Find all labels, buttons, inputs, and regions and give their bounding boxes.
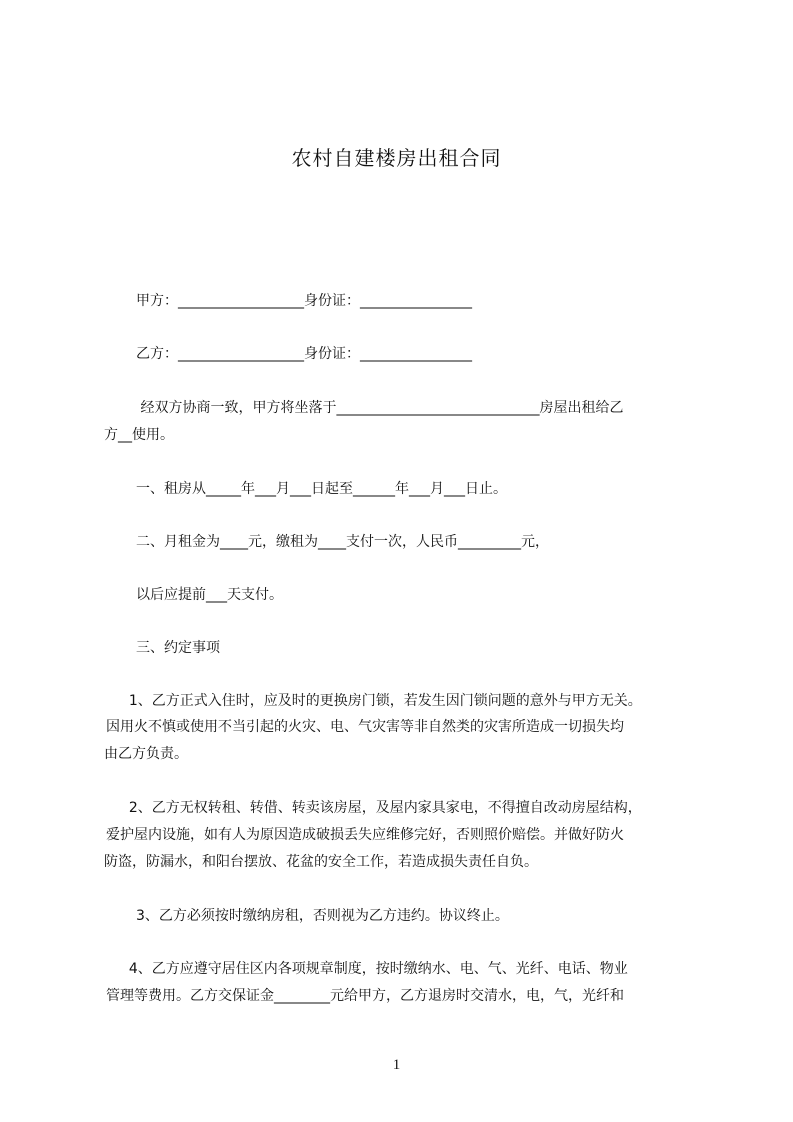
clause-1-rental-period: 一、租房从_____年___月___日起至______年___月___日止。 (136, 481, 507, 497)
page-number: 1 (392, 1057, 401, 1073)
item-1-line-1: 1、乙方正式入住时，应及时的更换房门锁，若发生因门锁问题的意外与甲方无关。 (120, 693, 642, 709)
item-3-line: 3、乙方必须按时缴纳房租，否则视为乙方违约。协议终止。 (136, 908, 509, 924)
item-2-line-1: 2、乙方无权转租、转借、转卖该房屋，及屋内家具家电，不得擅自改动房屋结构， (120, 800, 642, 816)
party-b-line: 乙方：__________________身份证：________________ (136, 346, 472, 362)
intro-line-2: 方__使用。 (104, 427, 174, 443)
item-1-line-3: 由乙方负责。 (104, 746, 188, 762)
party-a-line: 甲方：__________________身份证：________________ (136, 293, 472, 309)
item-4-line-1: 4、乙方应遵守居住区内各项规章制度，按时缴纳水、电、气、光纤、电话、物业 (120, 961, 628, 977)
item-2-line-3: 防盗，防漏水，和阳台摆放、花盆的安全工作，若造成损失责任自负。 (104, 854, 538, 870)
intro-line-1: 经双方协商一致，甲方将坐落于_____________________________房屋出租给乙 (136, 400, 624, 416)
clause-2-rent: 二、月租金为____元，缴租为____支付一次，人民币_________元， (136, 534, 549, 550)
item-1-line-2: 因用火不慎或使用不当引起的火灾、电、气灾害等非自然类的灾害所造成一切损失均 (106, 719, 624, 735)
clause-3-heading: 三、约定事项 (136, 640, 220, 656)
document-title: 农村自建楼房出租合同 (291, 146, 502, 170)
item-4-line-2: 管理等费用。乙方交保证金________元给甲方，乙方退房时交清水，电，气，光纤和 (106, 988, 624, 1004)
clause-2-payment-advance: 以后应提前___天支付。 (136, 587, 283, 603)
item-2-line-2: 爱护屋内设施，如有人为原因造成破损丢失应维修完好，否则照价赔偿。并做好防火 (106, 827, 624, 843)
